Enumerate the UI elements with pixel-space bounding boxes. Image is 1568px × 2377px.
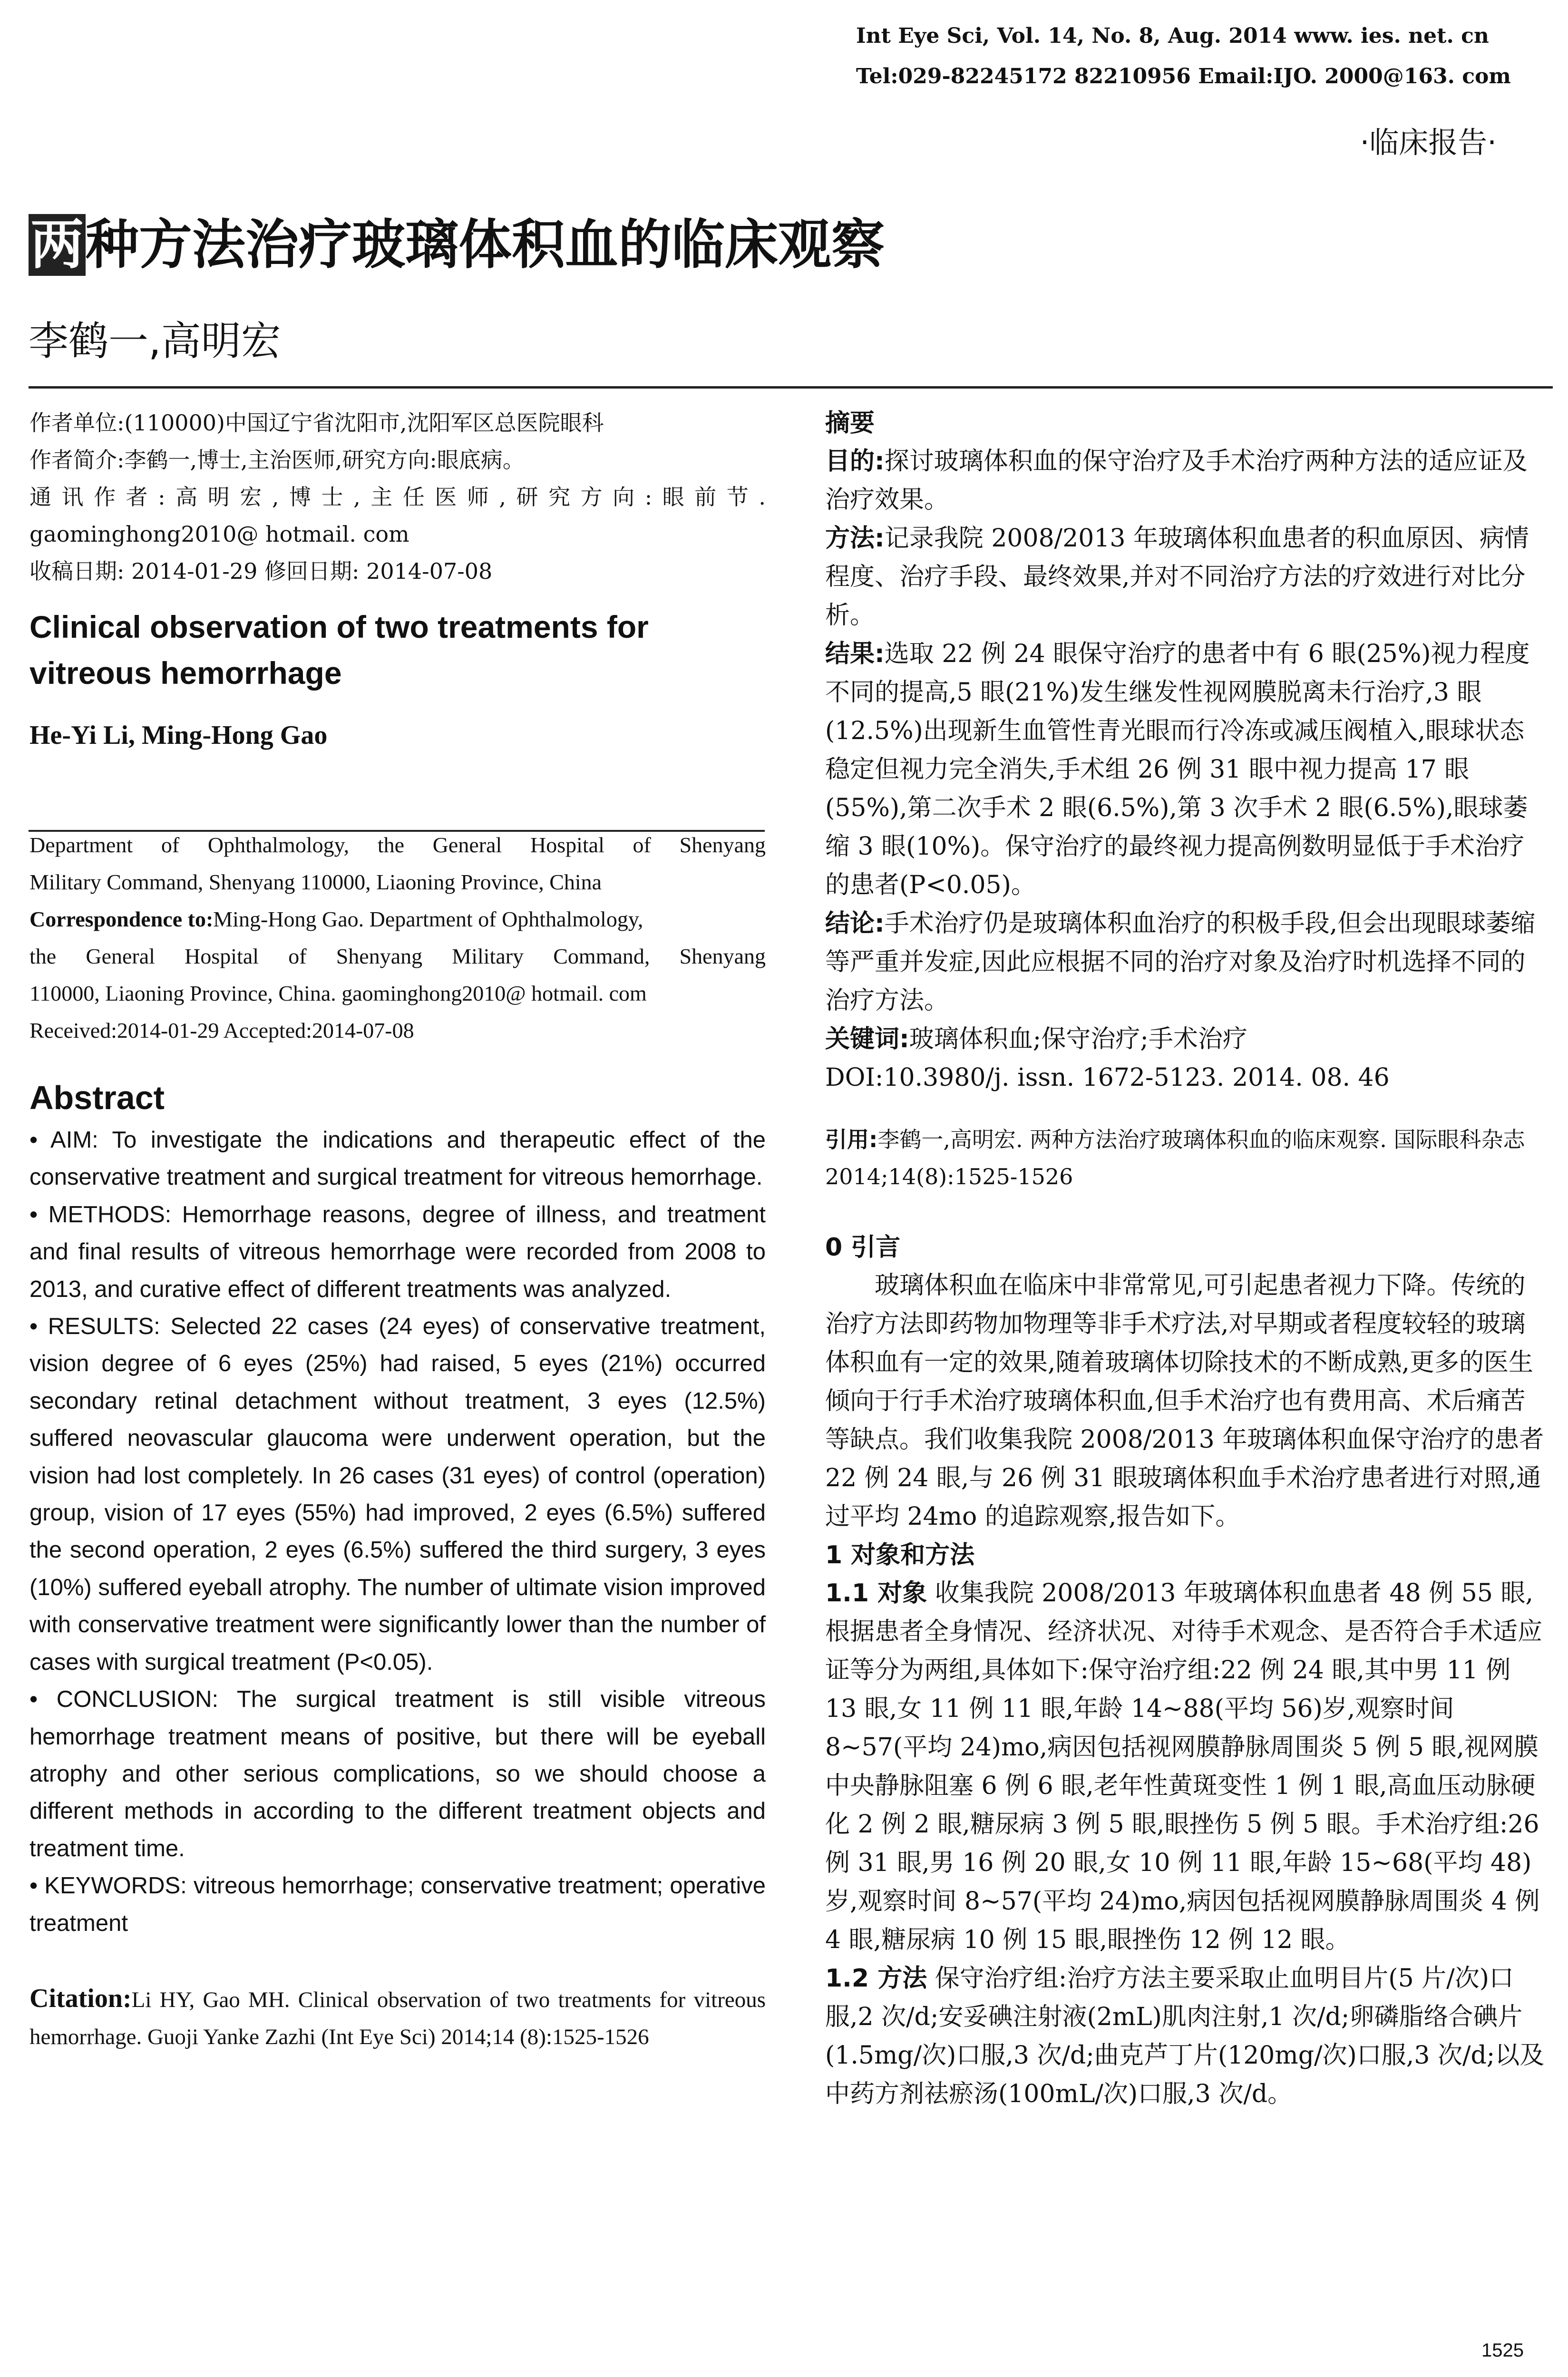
info-line: 通讯作者:高明宏,博士,主任医师,研究方向:眼前节. (29, 484, 766, 510)
chinese-authors: 李鹤一,高明宏 (29, 318, 281, 364)
page-number: 1525 (1481, 2340, 1524, 2361)
abstract-keywords: • KEYWORDS: vitreous hemorrhage; conservative treatment; operative treatment (29, 1873, 766, 1936)
zh-abstract-keywords: 关键词:玻璃体积血;保守治疗;手术治疗 (825, 1025, 1247, 1053)
affil-line: Military Command, Shenyang 110000, Liaoning Province, China (29, 870, 602, 894)
journal-header-line2: Tel:029-82245172 82210956 Email:IJO. 2000@163. com (856, 64, 1511, 88)
affiliation-block (29, 827, 766, 1049)
divider-affiliation (29, 830, 765, 832)
info-line: gaominghong2010@ hotmail. com (29, 521, 409, 547)
citation (29, 1980, 766, 2056)
english-title: Clinical observation of two treatments for vitreous hemorrhage (29, 609, 649, 691)
journal-header-line1: Int Eye Sci, Vol. 14, No. 8, Aug. 2014 www. ies. net. cn (856, 24, 1489, 48)
left-column (29, 404, 766, 2056)
chinese-title (29, 202, 885, 279)
divider-top (29, 386, 1553, 389)
zh-abstract-aim: 目的:探讨玻璃体积血的保守治疗及手术治疗两种方法的适应证及治疗效果。 (825, 447, 1528, 514)
abstract-conclusion: • CONCLUSION: The surgical treatment is still visible vitreous hemorrhage treatment means of positive, but there will be eyeball atrophy and other serious complications, so we should choose a different methods in according to the different treatment objects and treatment time. (29, 1686, 766, 1861)
corr-line: the General Hospital of Shenyang Military Command, Shenyang (29, 944, 766, 968)
english-authors: He-Yi Li, Ming-Hong Gao (29, 721, 328, 750)
section-0-heading: 0 引言 (825, 1233, 901, 1262)
abstract-aim: • AIM: To investigate the indications and therapeutic effect of the conservative treatment and surgical treatment for vitreous hemorrhage. (29, 1127, 766, 1190)
corr-line: 110000, Liaoning Province, China. gaominghong2010@ hotmail. com (29, 981, 647, 1005)
received-accepted: Received:2014-01-29 Accepted:2014-07-08 (29, 1018, 414, 1042)
info-line: 作者单位:(110000)中国辽宁省沈阳市,沈阳军区总医院眼科 (29, 410, 604, 436)
abstract-methods: • METHODS: Hemorrhage reasons, degree of illness, and treatment and final results of vitreous hemorrhage were recorded from 2008 to 2013, and curative effect of different treatments was analyzed. (29, 1201, 766, 1302)
citation-text: Li HY, Gao MH. Clinical observation of two treatments for vitreous hemorrhage. Guoji Yanke Zazhi (Int Eye Sci) 2014;14 (8):1525-1526 (29, 1987, 766, 2049)
zh-abstract-conclusion: 结论:手术治疗仍是玻璃体积血治疗的积极手段,但会出现眼球萎缩等严重并发症,因此应根据不同的治疗对象及治疗时机选择不同的治疗方法。 (825, 909, 1536, 1015)
correspondence-line: Correspondence to:Ming-Hong Gao. Department of Ophthalmology, (29, 907, 643, 931)
citation-label: Citation: (29, 1983, 132, 2013)
zh-abstract-heading: 摘要 (825, 409, 875, 438)
section-1-heading: 1 对象和方法 (825, 1541, 975, 1569)
correspondence-label: Correspondence to: (29, 907, 214, 931)
zh-abstract-methods: 方法:记录我院 2008/2013 年玻璃体积血患者的积血原因、病情程度、治疗手段、最终效果,并对不同治疗方法的疗效进行对比分析。 (825, 524, 1529, 630)
section-1-1: 1.1 对象 收集我院 2008/2013 年玻璃体积血患者 48 例 55 眼,根据患者全身情况、经济状况、对待手术观念、是否符合手术适应证等分为两组,具体如下:保守治疗组:22 例 24 眼,其中男 11 例 13 眼,女 11 例 11 眼,年龄 14~88(平均 56)岁,观察时间 8~57(平均 24)mo,病因包括视网膜静脉周围炎 5 例 5 眼,视网膜中央静脉阻塞 6 例 6 眼,老年性黄斑变性 1 例 1 眼,高血压动脉硬化 2 例 2 眼,糖尿病 3 例 5 眼,眼挫伤 5 例 5 眼。手术治疗组:26 例 31 眼,男 16 例 20 眼,女 10 例 11 眼,年龄 15~68(平均 48)岁,观察时间 8~57(平均 24)mo,病因包括视网膜静脉周围炎 4 例 4 眼,糖尿病 10 例 15 眼,眼挫伤 12 例 12 眼。 (825, 1579, 1543, 1954)
chinese-info-block (29, 404, 766, 604)
title-rest: 种方法治疗玻璃体积血的临床观察 (86, 214, 885, 276)
info-line: 作者简介:李鹤一,博士,主治医师,研究方向:眼底病。 (29, 447, 525, 473)
cite-cn: 引用:李鹤一,高明宏. 两种方法治疗玻璃体积血的临床观察. 国际眼科杂志 2014;14(8):1525-1526 (825, 1127, 1525, 1189)
abstract-heading: Abstract (29, 1079, 165, 1116)
abstract-results: • RESULTS: Selected 22 cases (24 eyes) of conservative treatment, vision degree of 6 eyes (25%) had raised, 5 eyes (21%) occurred secondary retinal detachment without treatment, 3 eyes (12.5%) suffered neovascular glaucoma were underwent operation, but the vision had lost completely. In 26 cases (31 eyes) of control (operation) group, vision of 17 eyes (55%) had improved, 2 eyes (6.5%) suffered the second operation, 2 eyes (6.5%) suffered the third surgery, 3 eyes (10%) suffered eyeball atrophy. The number of ultimate vision improved with conservative treatment were significantly lower than the number of cases with surgical treatment (P<0.05). (29, 1314, 766, 1675)
section-tag: ·临床报告· (1360, 125, 1497, 160)
intro-paragraph: 玻璃体积血在临床中非常常见,可引起患者视力下降。传统的治疗方法即药物加物理等非手术疗法,对早期或者程度较轻的玻璃体积血有一定的效果,随着玻璃体切除技术的不断成熟,更多的医生倾向于行手术治疗玻璃体积血,但手术治疗也有费用高、术后痛苦等缺点。我们收集我院 2008/2013 年玻璃体积血保守治疗的患者 22 例 24 眼,与 26 例 31 眼玻璃体积血手术治疗患者进行对照,通过平均 24mo 的追踪观察,报告如下。 (825, 1271, 1544, 1531)
affil-line: Department of Ophthalmology, the General Hospital of Shenyang (29, 833, 766, 857)
right-column (825, 404, 1548, 2114)
doi: DOI:10.3980/j. issn. 1672-5123. 2014. 08. 46 (825, 1063, 1390, 1092)
title-first-char: 两 (29, 214, 86, 276)
section-1-2: 1.2 方法 保守治疗组:治疗方法主要采取止血明目片(5 片/次)口服,2 次/d;安妥碘注射液(2mL)肌肉注射,1 次/d;卵磷脂络合碘片(1.5mg/次)口服,3 次/d;曲克芦丁片(120mg/次)口服,3 次/d;以及中药方剂祛瘀汤(100mL/次)口服,3 次/d。 (825, 1964, 1545, 2108)
info-line: 收稿日期: 2014-01-29 修回日期: 2014-07-08 (29, 558, 493, 584)
zh-abstract-results: 结果:选取 22 例 24 眼保守治疗的患者中有 6 眼(25%)视力程度不同的提高,5 眼(21%)发生继发性视网膜脱离未行治疗,3 眼(12.5%)出现新生血管性青光眼而行冷冻或减压阀植入,眼球状态稳定但视力完全消失,手术组 26 例 31 眼中视力提高 17 眼(55%),第二次手术 2 眼(6.5%),第 3 次手术 2 眼(6.5%),眼球萎缩 3 眼(10%)。保守治疗的最终视力提高例数明显低于手术治疗的患者(P<0.05)。 (825, 640, 1530, 899)
